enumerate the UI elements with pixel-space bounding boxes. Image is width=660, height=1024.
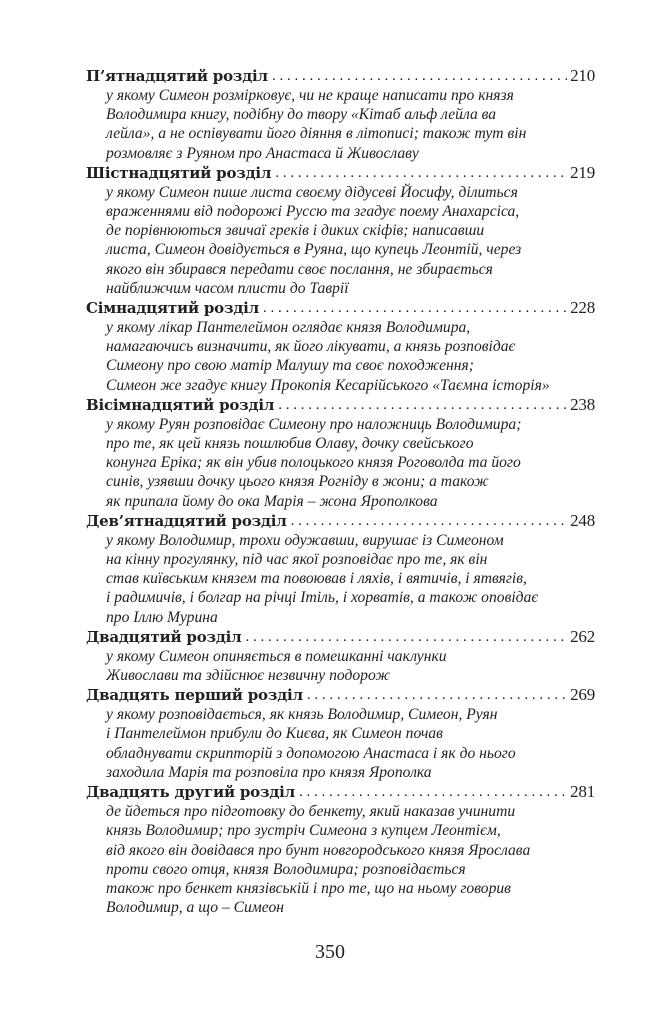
chapter-page-number: 281 <box>570 782 595 802</box>
description-line: розмовляє з Руяном про Анастаса й Живославу <box>106 144 419 162</box>
description-line: у якому лікар Пантелеймон оглядає князя Володимира, <box>106 319 471 337</box>
description-line: князь Володимир; про зустріч Симеона з купцем Леонтієм, <box>106 822 501 840</box>
chapter-heading <box>86 627 595 647</box>
chapter-heading <box>86 511 595 531</box>
description-line: де йдеться про підготовку до бенкету, який наказав учинити <box>106 803 516 821</box>
dot-leader <box>272 66 567 86</box>
description-line: враженнями від подорожі Руссю та згадує поему Анахарсіса, <box>106 203 520 221</box>
description-line: від якого він довідався про бунт новгородського князя Ярослава <box>106 841 531 859</box>
chapter-page-number: 210 <box>570 66 595 85</box>
chapter-title: Шістнадцятий розділ <box>86 163 272 182</box>
chapter-description <box>106 647 595 685</box>
chapter-heading <box>86 685 595 705</box>
description-line: Симеон же згадує книгу Прокопія Кесарійського «Таємна історія» <box>106 376 550 394</box>
description-line: листа, Симеон довідується в Руяна, що купець Леонтій, через <box>106 241 522 259</box>
toc-entry <box>86 511 595 627</box>
description-line: у якому Симеон розмірковує, чи не краще написати про князя <box>106 87 514 104</box>
description-line: якого він збирався передати своє послання, не збирається <box>106 260 493 278</box>
dot-leader <box>275 163 567 183</box>
toc-entry <box>86 298 595 395</box>
description-line: де порівнюються звичаї греків і диких скіфів; написавши <box>106 222 485 240</box>
chapter-description <box>106 86 595 163</box>
dot-leader <box>278 395 567 415</box>
description-line: як припала йому до ока Марія – жона Ярополкова <box>106 492 438 510</box>
description-line: синів, узявши дочку цього князя Рогніду в жони; а також <box>106 473 489 491</box>
description-line: Симеону про свою матір Малушу та своє походження; <box>106 357 474 375</box>
dot-leader <box>246 627 568 647</box>
toc-entry <box>86 627 595 685</box>
chapter-title: Дев’ятнадцятий розділ <box>86 511 287 530</box>
chapter-page-number: 248 <box>570 510 595 530</box>
chapter-description <box>106 705 595 782</box>
description-line: став київським князем та повоював і ляхів, і вятичів, і ятвягів, <box>106 570 527 588</box>
description-line: про те, як цей князь пошлюбив Олаву, дочку свейського <box>106 435 474 453</box>
description-line: і Пантелеймон прибули до Києва, як Симеон почав <box>106 725 443 743</box>
chapter-title: П’ятнадцятий розділ <box>86 67 268 85</box>
description-line: у якому Руян розповідає Симеону про наложниць Володимира; <box>106 415 522 433</box>
description-line: Володимир, а що – Симеон <box>106 899 284 917</box>
description-line: Живослави та здійснює незвичну подорож <box>106 667 390 685</box>
toc-entry <box>86 782 595 917</box>
description-line: обладнувати скрипторій з допомогою Анастаса і як до нього <box>106 744 516 762</box>
chapter-title: Вісімнадцятий розділ <box>86 395 275 414</box>
chapter-page-number: 228 <box>570 298 595 318</box>
dot-leader <box>299 782 567 802</box>
description-line: найближчим часом плисти до Таврії <box>106 279 349 297</box>
chapter-page-number: 269 <box>570 685 595 705</box>
description-line: у якому Симеон пише листа своєму дідусеві Йосифу, ділиться <box>106 183 518 201</box>
dot-leader <box>307 685 567 705</box>
dot-leader <box>291 511 567 531</box>
description-line: Володимира книгу, подібну до твору «Кітаб альф лейла ва <box>106 106 497 124</box>
chapter-description <box>106 531 595 627</box>
chapter-description <box>106 802 595 917</box>
chapter-title: Двадцять перший розділ <box>86 686 303 705</box>
table-of-contents <box>86 66 595 917</box>
toc-entry <box>86 685 595 782</box>
chapter-description <box>106 318 595 395</box>
description-line: про Іллю Мурина <box>106 608 218 626</box>
chapter-heading <box>86 782 595 802</box>
description-line: і радимичів, і болгар на річці Ітіль, і хорватів, а також оповідає <box>106 589 539 607</box>
description-line: лейла», а не оспівувати його діяння в літописі; також тут він <box>106 125 527 143</box>
toc-entry <box>86 395 595 511</box>
description-line: проти свого отця, князя Володимира; розповідається <box>106 860 466 878</box>
chapter-description <box>106 183 595 298</box>
chapter-heading <box>86 66 595 86</box>
page-number: 350 <box>315 941 345 963</box>
description-line: намагаючись визначити, як його лікувати, а князь розповідає <box>106 338 516 356</box>
description-line: у якому розповідається, як князь Володимир, Симеон, Руян <box>106 706 498 724</box>
description-line: конунга Еріка; як він убив полоцького князя Роговолда та його <box>106 454 521 472</box>
description-line: на кінну прогулянку, під час якої розповідає про те, як він <box>106 551 488 569</box>
chapter-description <box>106 415 595 511</box>
chapter-heading <box>86 163 595 183</box>
description-line: у якому Володимир, трохи одужавши, вирушає із Симеоном <box>106 531 504 549</box>
chapter-title: Сімнадцятий розділ <box>86 299 260 318</box>
chapter-heading <box>86 395 595 415</box>
chapter-title: Двадцятий розділ <box>86 627 242 646</box>
chapter-heading <box>86 298 595 318</box>
toc-entry <box>86 163 595 298</box>
chapter-page-number: 219 <box>570 162 595 182</box>
chapter-page-number: 238 <box>570 394 595 414</box>
toc-entry <box>86 66 595 163</box>
dot-leader <box>263 298 567 318</box>
chapter-page-number: 262 <box>570 626 595 646</box>
description-line: у якому Симеон опиняється в помешканні чаклунки <box>106 647 447 665</box>
description-line: також про бенкет князівській і про те, що на ньому говорив <box>106 879 511 897</box>
description-line: заходила Марія та розповіла про князя Ярополка <box>106 763 432 781</box>
chapter-title: Двадцять другий розділ <box>86 783 296 802</box>
